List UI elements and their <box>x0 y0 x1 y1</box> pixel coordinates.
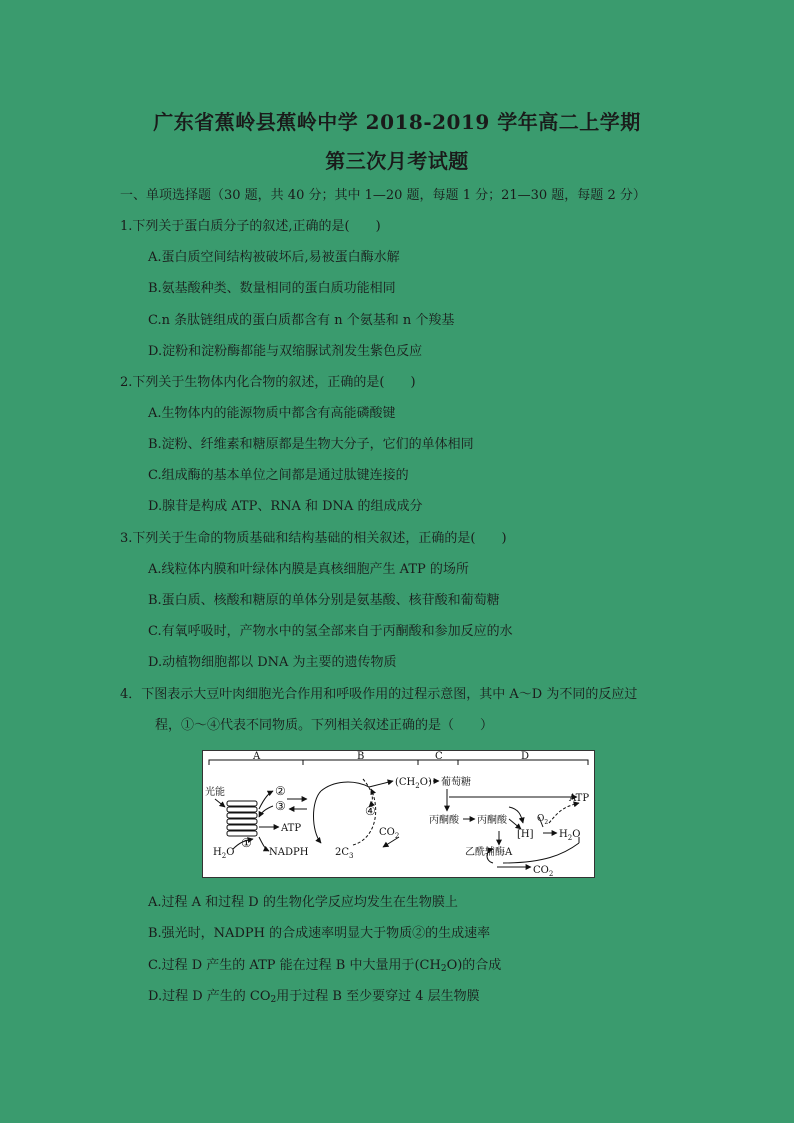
c3-label: $2C_3$ <box>335 847 354 860</box>
substance-4-label: ④ <box>365 804 376 818</box>
question-1-option-b: B.氨基酸种类、数量相同的蛋白质功能相同 <box>148 281 396 296</box>
question-3-stem: 3.下列关于生命的物质基础和结构基础的相关叙述，正确的是( ) <box>120 531 507 546</box>
question-3-option-d: D.动植物细胞都以 DNA 为主要的遗传物质 <box>148 655 397 670</box>
question-1-stem: 1.下列关于蛋白质分子的叙述,正确的是( ) <box>120 219 381 234</box>
nadh-h-label: [H] <box>517 829 534 840</box>
substance-2-left: ② <box>275 784 286 798</box>
thylakoid-stack <box>227 801 257 836</box>
question-4-option-b: B.强光时，NADPH 的合成速率明显大于物质②的生成速率 <box>148 926 491 941</box>
nadph-label: NADPH <box>269 847 309 858</box>
question-3-option-a: A.线粒体内膜和叶绿体内膜是真核细胞产生 ATP 的场所 <box>148 562 469 577</box>
substance-3-left: ③ <box>275 799 286 813</box>
light-arrow <box>215 799 225 807</box>
question-4-stem-line-2: 程，①～④代表不同物质。下列相关叙述正确的是（ ） <box>155 718 494 733</box>
question-2-option-a: A.生物体内的能源物质中都含有高能磷酸键 <box>148 406 396 421</box>
pyruvate-label-1: 丙酮酸 <box>429 815 459 826</box>
question-4-option-a: A.过程 A 和过程 D 的生物化学反应均发生在生物膜上 <box>148 895 458 910</box>
section-brackets <box>209 760 588 765</box>
section-label-a: A <box>253 751 261 762</box>
atp-right-label: ATP <box>569 793 590 804</box>
question-1-option-c: C.n 条肽链组成的蛋白质都含有 n 个氨基和 n 个羧基 <box>148 313 455 328</box>
water-left-label: $H_2O$ <box>213 847 235 860</box>
question-2-option-d: D.腺苷是构成 ATP、RNA 和 DNA 的组成成分 <box>148 499 423 514</box>
glucose-label: 葡萄糖 <box>441 777 471 788</box>
acetyl-coa-label: 乙酰辅酶A <box>465 847 513 858</box>
title-line-2: 第三次月考试题 <box>325 149 469 173</box>
title-line-1: 广东省蕉岭县蕉岭中学 2018-2019 学年高二上学期 <box>153 110 641 134</box>
question-2-option-c: C.组成酶的基本单位之间都是通过肽键连接的 <box>148 468 409 483</box>
question-4-stem-line-1: 4．下图表示大豆叶肉细胞光合作用和呼吸作用的过程示意图，其中 A～D 为不同的反应过 <box>120 687 638 702</box>
pyruvate-label-2: 丙酮酸 <box>477 815 507 826</box>
question-2-option-b: B.淀粉、纤维素和糖原都是生物大分子，它们的单体相同 <box>148 437 474 452</box>
photosynthesis-respiration-diagram <box>202 750 595 878</box>
question-3-option-c: C.有氧呼吸时，产物水中的氢全部来自于丙酮酸和参加反应的水 <box>148 624 513 639</box>
section-heading: 一、单项选择题（30 题，共 40 分；其中 1—20 题，每题 1 分；21—30 题，每题 2 分） <box>120 188 646 203</box>
atp-left-label: ATP <box>281 823 302 834</box>
section-label-c: C <box>435 751 443 762</box>
question-1-option-d: D.淀粉和淀粉酶都能与双缩脲试剂发生紫色反应 <box>148 344 423 359</box>
question-3-option-b: B.蛋白质、核酸和糖原的单体分别是氨基酸、核苷酸和葡萄糖 <box>148 593 500 608</box>
substance-1-label: ① <box>241 836 252 850</box>
section-label-b: B <box>357 751 365 762</box>
question-4-option-c: C.过程 D 产生的 ATP 能在过程 B 中大量用于$(CH_2O)$的合成 <box>148 958 502 974</box>
water-right-label: $H_2O$ <box>559 829 581 842</box>
question-2-stem: 2.下列关于生物体内化合物的叙述，正确的是( ) <box>120 375 416 390</box>
question-4-option-d: D.过程 D 产生的 $CO_2$用于过程 B 至少要穿过 4 层生物膜 <box>148 989 480 1005</box>
co2-right-label: $CO_2$ <box>533 865 554 877</box>
co2-left-label: $CO_2$ <box>379 827 400 840</box>
light-energy-label: 光能 <box>205 787 225 798</box>
question-1-option-a: A.蛋白质空间结构被破坏后,易被蛋白酶水解 <box>148 250 400 265</box>
section-label-d: D <box>521 751 530 762</box>
ch2o-label: $(CH_2O)$ <box>395 777 432 790</box>
o2-label: $O_2$ <box>537 814 549 826</box>
